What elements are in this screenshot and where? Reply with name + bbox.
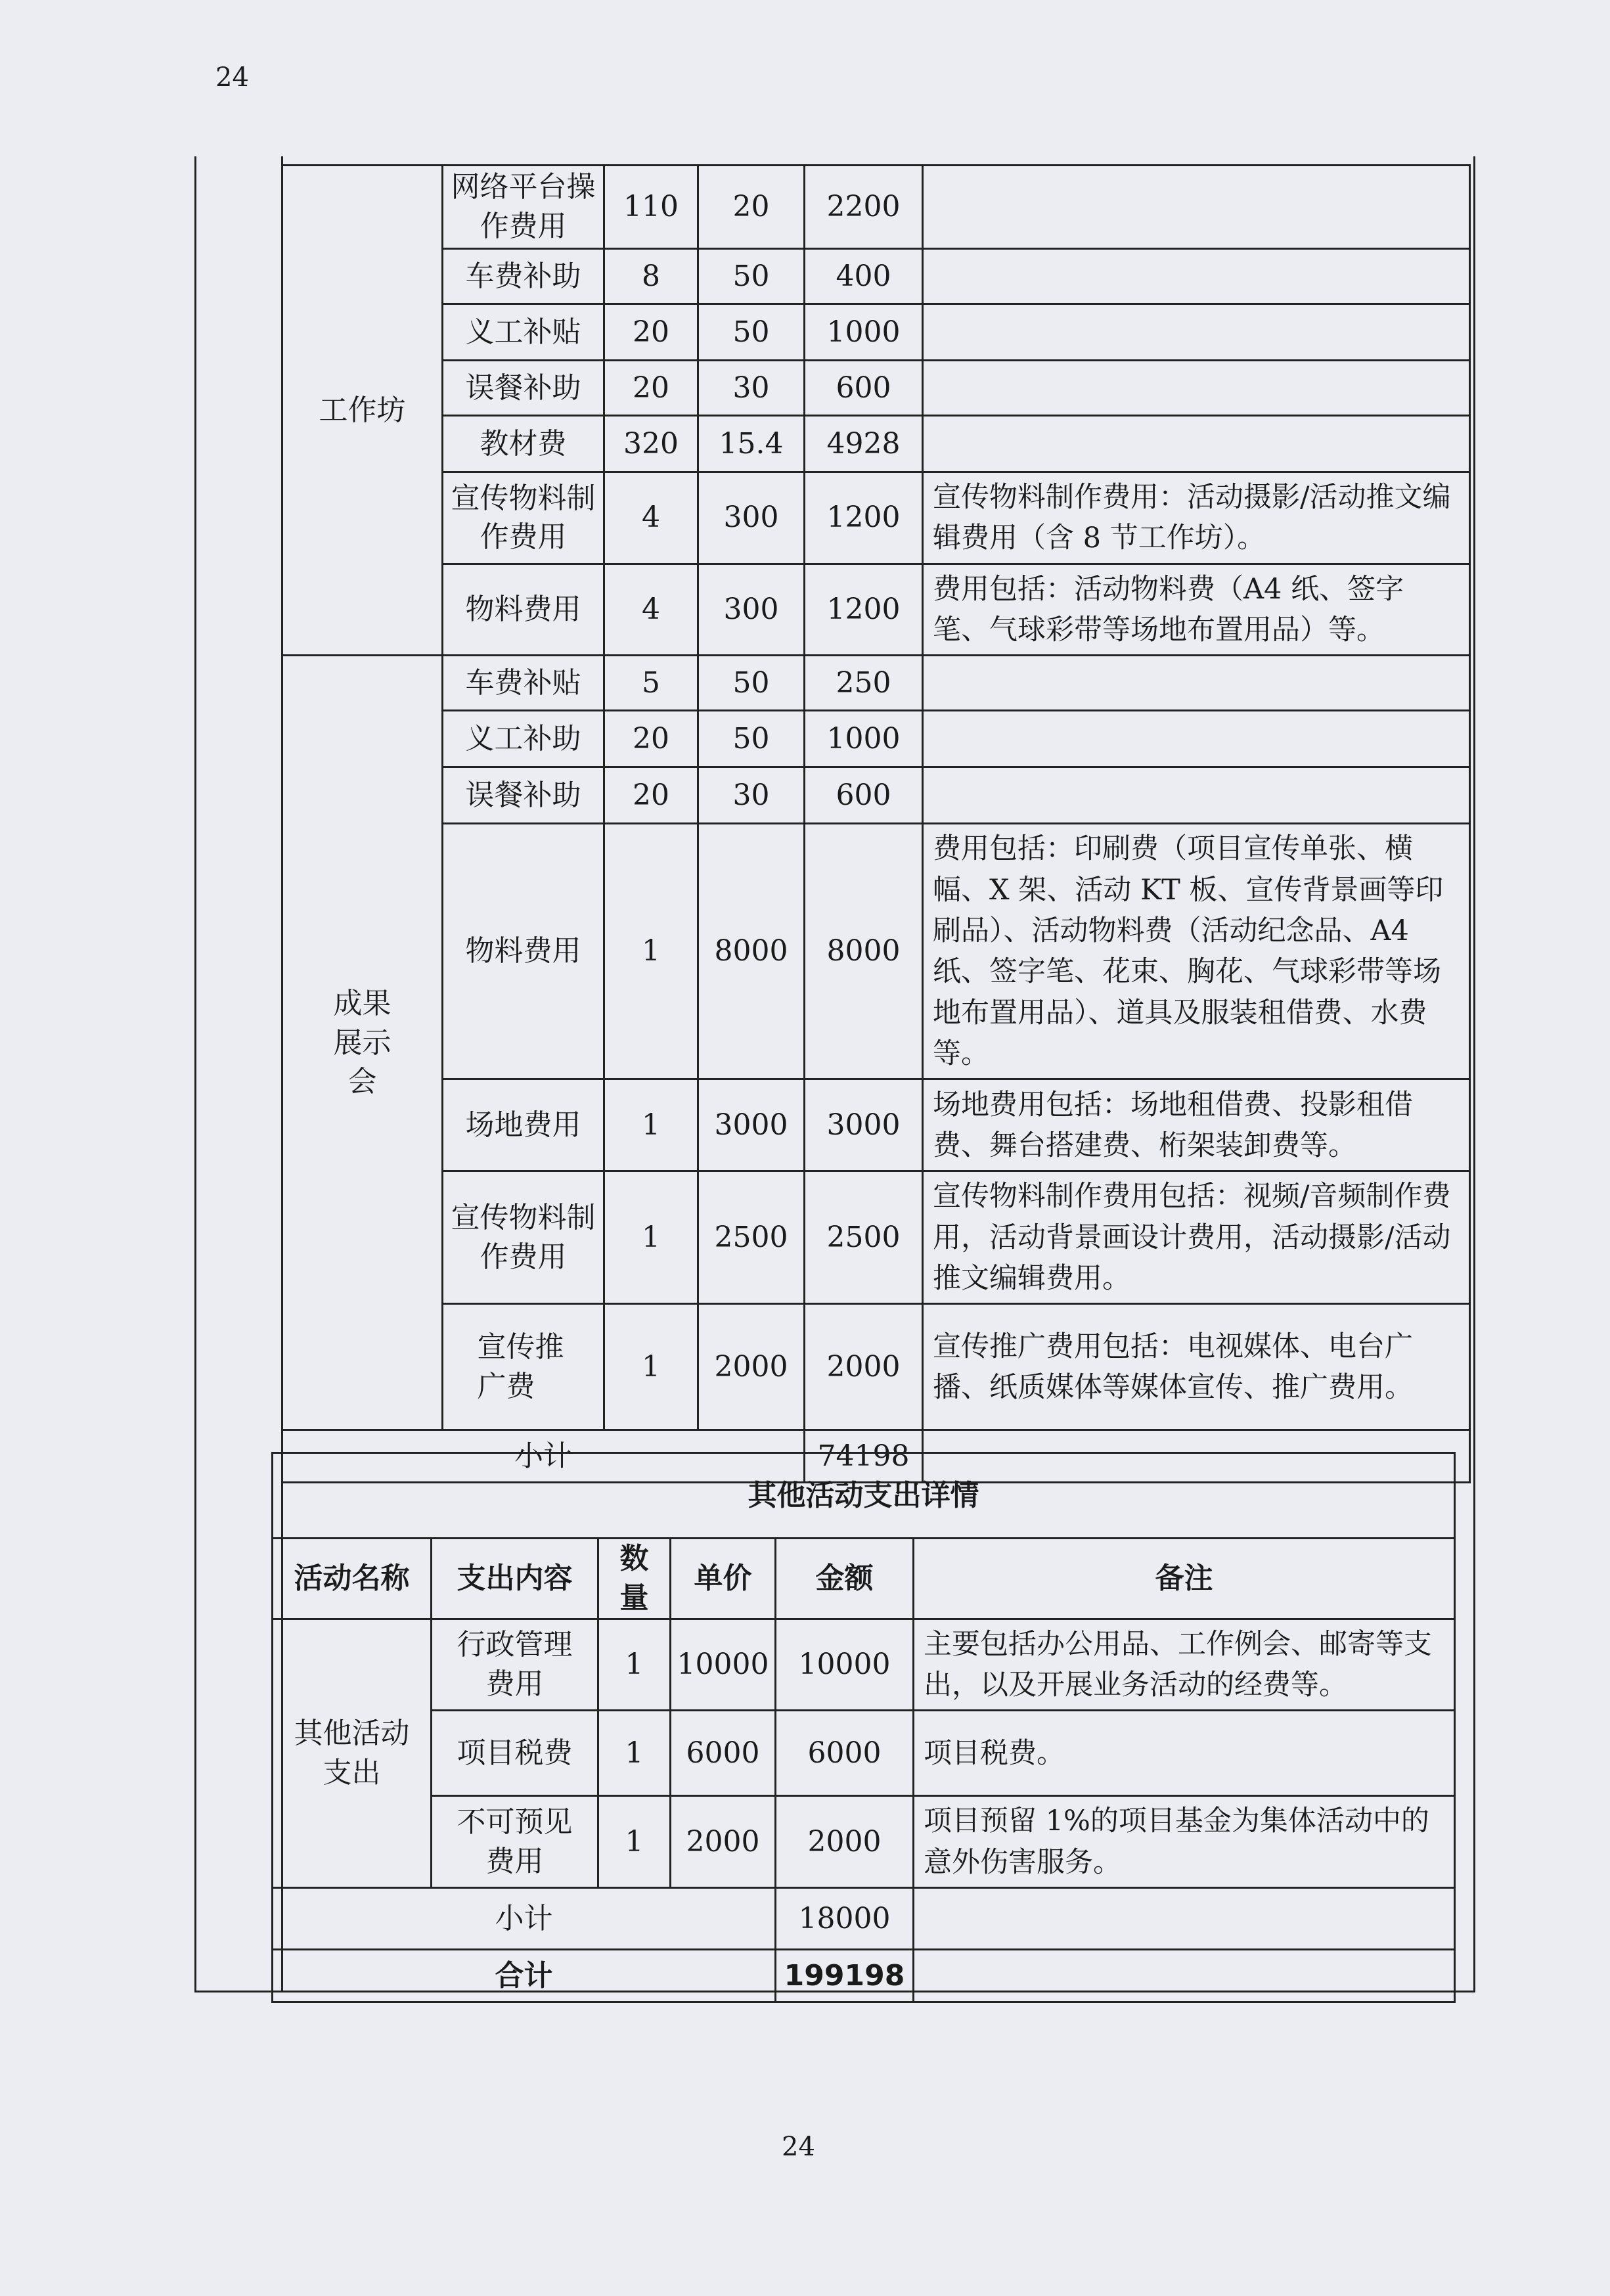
activity-name: 工作坊 [282,166,443,656]
qty-cell: 110 [604,166,698,249]
amount-cell: 2500 [805,1171,923,1304]
expense-item: 物料费用 [443,564,604,656]
subtotal-row [273,1888,1455,1950]
total-amount: 199198 [776,1950,914,2002]
qty-cell: 20 [604,304,698,361]
price-cell: 50 [698,304,805,361]
subtotal-label: 小计 [282,1430,805,1483]
note-cell: 项目预留 1%的项目基金为集体活动中的意外伤害服务。 [914,1796,1455,1888]
price-cell: 3000 [698,1079,805,1171]
qty-cell: 1 [598,1711,671,1796]
table-row [282,361,1470,416]
amount-cell: 2000 [776,1796,914,1888]
qty-cell: 4 [604,472,698,564]
price-cell: 2500 [698,1171,805,1304]
price-cell: 8000 [698,824,805,1079]
header-note: 备注 [914,1539,1455,1619]
price-cell: 20 [698,166,805,249]
total-label: 合计 [273,1950,776,2002]
note-cell: 主要包括办公用品、工作例会、邮寄等支出，以及开展业务活动的经费等。 [914,1619,1455,1711]
total-row [273,1950,1455,2002]
header-price: 单价 [671,1539,776,1619]
expense-item: 宣传推广费 [443,1304,604,1430]
amount-cell: 10000 [776,1619,914,1711]
amount-cell: 2000 [805,1304,923,1430]
header-content: 支出内容 [432,1539,598,1619]
expense-item: 网络平台操作费用 [443,166,604,249]
table-row [282,1171,1470,1304]
note-cell [923,249,1470,304]
table-row [282,304,1470,361]
amount-cell: 6000 [776,1711,914,1796]
amount-cell: 1200 [805,564,923,656]
table-row [273,1711,1455,1796]
table-row [282,711,1470,767]
price-cell: 30 [698,767,805,824]
expense-item: 误餐补助 [443,361,604,416]
note-cell [923,767,1470,824]
table-row [282,1079,1470,1171]
subtotal-label: 小计 [273,1888,776,1950]
table-row [282,824,1470,1079]
expense-item: 误餐补助 [443,767,604,824]
amount-cell: 1200 [805,472,923,564]
price-cell: 6000 [671,1711,776,1796]
amount-cell: 400 [805,249,923,304]
note-cell: 费用包括：活动物料费（A4 纸、签字笔、气球彩带等场地布置用品）等。 [923,564,1470,656]
note-cell: 宣传物料制作费用包括：视频/音频制作费用，活动背景画设计费用，活动摄影/活动推文编辑费用。 [923,1171,1470,1304]
price-cell: 300 [698,564,805,656]
price-cell: 2000 [671,1796,776,1888]
table-row [282,416,1470,472]
qty-cell: 4 [604,564,698,656]
note-cell: 场地费用包括：场地租借费、投影租借费、舞台搭建费、桁架装卸费等。 [923,1079,1470,1171]
qty-cell: 20 [604,767,698,824]
price-cell: 2000 [698,1304,805,1430]
table-row [282,656,1470,711]
qty-cell: 20 [604,361,698,416]
note-cell [923,656,1470,711]
page-number-bottom: 24 [782,2132,815,2162]
note-cell: 项目税费。 [914,1711,1455,1796]
qty-cell: 1 [598,1796,671,1888]
qty-cell: 1 [604,824,698,1079]
price-cell: 300 [698,472,805,564]
expense-item: 场地费用 [443,1079,604,1171]
other-expenses-table [271,1452,1456,2003]
table-row [282,166,1470,249]
table-row [273,1796,1455,1888]
amount-cell: 1000 [805,304,923,361]
price-cell: 15.4 [698,416,805,472]
note-cell: 费用包括：印刷费（项目宣传单张、横幅、X 架、活动 KT 板、宣传背景画等印刷品）、活动物料费（活动纪念品、A4 纸、签字笔、花束、胸花、气球彩带等场地布置用品）、道具及服装租借费、水费等。 [923,824,1470,1079]
price-cell: 30 [698,361,805,416]
expense-item: 车费补助 [443,249,604,304]
amount-cell: 3000 [805,1079,923,1171]
note-cell [923,361,1470,416]
section-title-row [273,1453,1455,1539]
amount-cell: 600 [805,361,923,416]
amount-cell: 1000 [805,711,923,767]
activity-name: 成果展示会 [282,656,443,1430]
amount-cell: 250 [805,656,923,711]
page-number-top: 24 [215,62,249,93]
activity-name: 其他活动支出 [273,1619,432,1887]
expense-item: 不可预见费用 [432,1796,598,1888]
note-cell [923,711,1470,767]
qty-cell: 1 [604,1304,698,1430]
qty-cell: 20 [604,711,698,767]
table-row [273,1619,1455,1711]
header-row [273,1539,1455,1619]
total-note [914,1950,1455,2002]
note-cell: 宣传物料制作费用：活动摄影/活动推文编辑费用（含 8 节工作坊）。 [923,472,1470,564]
qty-cell: 1 [604,1079,698,1171]
header-amount: 金额 [776,1539,914,1619]
qty-cell: 320 [604,416,698,472]
header-activity-name: 活动名称 [273,1539,432,1619]
expense-item: 行政管理费用 [432,1619,598,1711]
expense-item: 义工补贴 [443,304,604,361]
price-cell: 50 [698,656,805,711]
amount-cell: 8000 [805,824,923,1079]
expense-item: 教材费 [443,416,604,472]
amount-cell: 600 [805,767,923,824]
header-qty: 数量 [598,1539,671,1619]
note-cell [923,166,1470,249]
amount-cell: 2200 [805,166,923,249]
note-cell [923,304,1470,361]
expense-item: 宣传物料制作费用 [443,1171,604,1304]
subtotal-amount: 74198 [805,1430,923,1483]
subtotal-amount: 18000 [776,1888,914,1950]
price-cell: 50 [698,711,805,767]
qty-cell: 8 [604,249,698,304]
price-cell: 50 [698,249,805,304]
note-cell [923,416,1470,472]
amount-cell: 4928 [805,416,923,472]
price-cell: 10000 [671,1619,776,1711]
activity-budget-table [281,164,1471,1483]
table-row [282,564,1470,656]
expense-item: 项目税费 [432,1711,598,1796]
table-row [282,1304,1470,1430]
section-title: 其他活动支出详情 [273,1453,1455,1539]
qty-cell: 1 [598,1619,671,1711]
table-row [282,249,1470,304]
expense-item: 物料费用 [443,824,604,1079]
subtotal-note [914,1888,1455,1950]
expense-item: 义工补助 [443,711,604,767]
note-cell: 宣传推广费用包括：电视媒体、电台广播、纸质媒体等媒体宣传、推广费用。 [923,1304,1470,1430]
table-row [282,472,1470,564]
expense-item: 车费补贴 [443,656,604,711]
qty-cell: 1 [604,1171,698,1304]
qty-cell: 5 [604,656,698,711]
expense-item: 宣传物料制作费用 [443,472,604,564]
table-row [282,767,1470,824]
